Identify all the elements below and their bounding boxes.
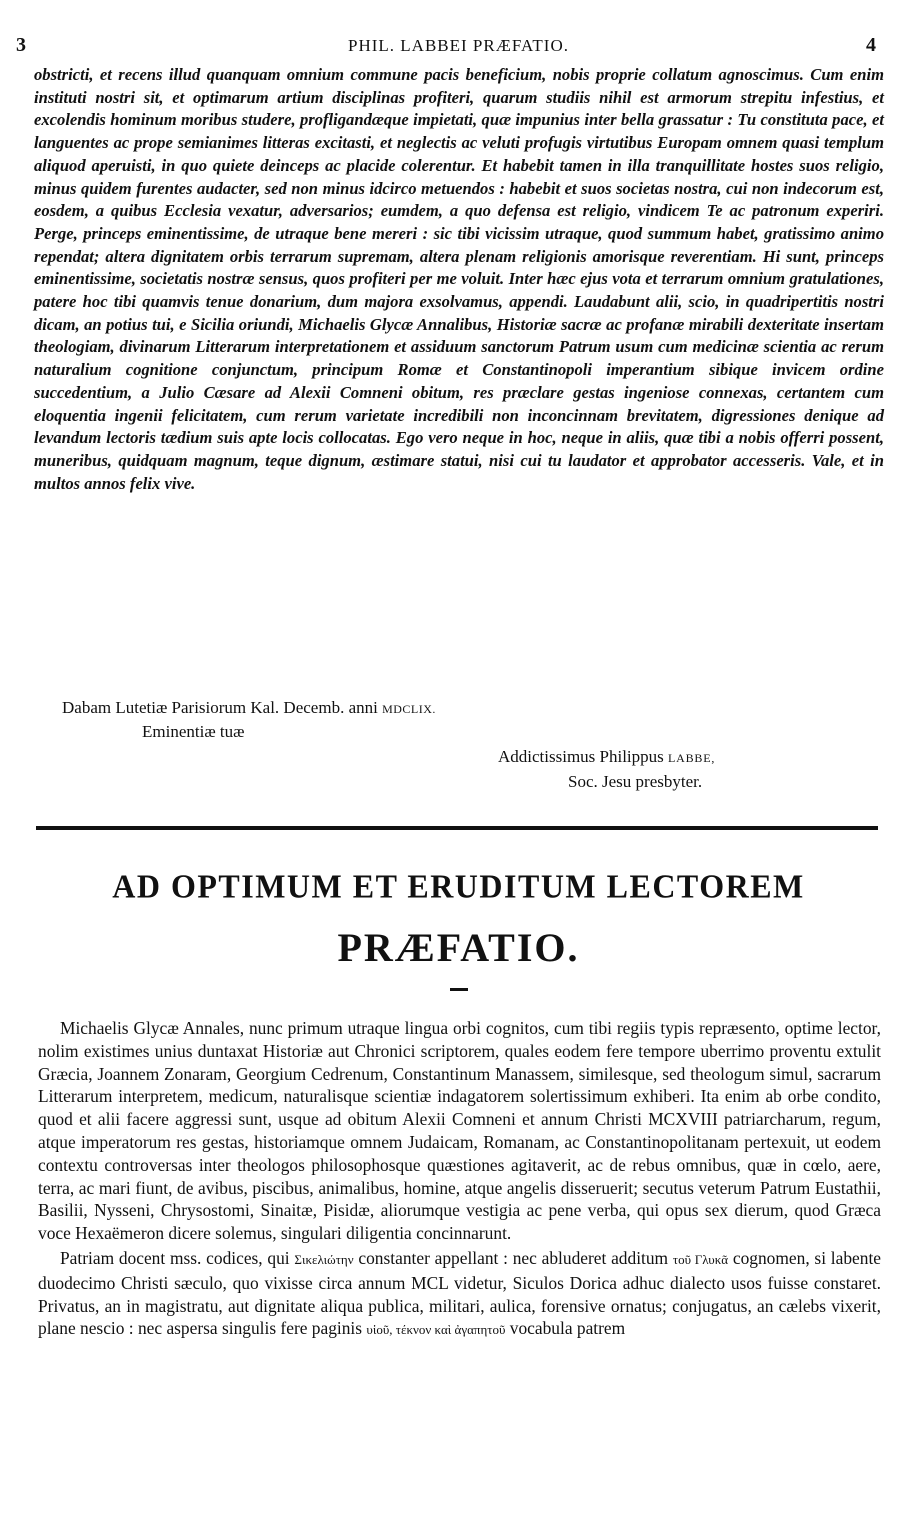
- preface-body: [38, 1017, 881, 1342]
- paragraph-2: [38, 1247, 881, 1342]
- paragraph-2-part-a: Patriam docent mss. codices, qui: [60, 1247, 290, 1268]
- section-heading: AD OPTIMUM ET ERUDITUM LECTOREM: [112, 867, 805, 905]
- running-title: PHIL. LABBEI PRÆFATIO.: [348, 36, 569, 55]
- greek-word-glyca: τοῦ Γλυκᾶ: [672, 1251, 729, 1267]
- page-number-right: 4: [866, 34, 876, 56]
- date-year: MDCLIX.: [382, 702, 436, 716]
- dedication-text: obstricti, et recens illud quanquam omnium commune pacis beneficium, nobis proprie collatum agnoscimus. Cum enim instituti nostri sit, et optimarum artium disciplinas profiteri, quarum studiis nihil est armorum strepitu infestius, et excolendis hominum moribus studere, profligandæque impietati, quæ impunius inter bella grassatur : Tu constituta pace, et languentes ac prope semianimes litteras excitasti, et neglectis ac veluti profugis virtutibus Europam omnem quasi templum aliquod aperuisti, in quo quiete deinceps ac placide colerentur. Et habebit tamen in illa tranquillitate hostes suos religio, minus quidem furentes audacter, sed non minus idcirco metuendos : habebit et suos societas nostra, cui non indecorum est, eosdem, a quibus Ecclesia vexatur, adversarios; eumdem, a quo defensa est religio, vindicem Te ac patronum experiri. Perge, princeps eminentissime, de utraque bene mereri : sic tibi vicissim utraque, quod summum habet, gratissimo animo rependat; altera dignitatem orbis terrarum supremam, altera plenam religionis amorisque reverentiam. Hi sunt, princeps eminentissime, societatis nostræ sensus, quos profiteri per me voluit. Inter hæc ejus vota et terrarum omnium gratulationes, patere hoc tibi quamvis tenue donarium, dum majora exsolvamus, appendi. Laudabunt alii, scio, in quadripertitis nostri dicam, an potius tui, e Sicilia oriundi, Michaelis Glycæ Annalibus, Historiæ sacræ ac profanæ mirabili dexteritate insertam theologiam, divinarum Litterarum interpretationem et assiduum sanctorum Patrum usum cum medicinæ scientia ac rerum naturalium cognitione conjunctum, principum Romæ et Constantinopoli imperantium sibique invicem ordine succedentium, a Julio Cæsare ad Alexii Comneni obitum, res præclare gestas ingeniose connexas, certantem cum eloquentia ingenii felicitatem, cum rerum varietate incredibili non inconcinnam brevitatem, digressiones denique ad levandum lectoris tædium suis apte locis collocatas. Ego vero neque in hoc, neque in aliis, quæ tibi a nobis offerri possent, muneribus, quidquam magnum, teque dignum, æstimare statui, nisi cui tu laudator et approbator accesseris. Vale, et in multos annos felix vive.: [34, 65, 884, 493]
- paragraph-2-part-c: cognomen, si labente duodecimo Christi sæculo, quo vixisse circa annum MCL videtur, Siculos Dorica adhuc dialecto usos fuisse constaret. Privatus, an in magistratu, aut dignitate aliqua publica, militari, aulica, forensive ornatus; conjugatus, an cælebs vixerit, plane nescio : nec aspersa singulis fere paginis: [38, 1247, 882, 1339]
- section-title: PRÆFATIO.: [337, 925, 580, 970]
- running-head: [0, 34, 917, 58]
- signature-line: Addictissimus Philippus: [498, 747, 664, 766]
- signature-block: [498, 745, 715, 793]
- signature-name: LABBE,: [668, 751, 716, 765]
- date-line: [62, 697, 436, 720]
- paragraph-1: Michaelis Glycæ Annales, nunc primum utraque lingua orbi cognitos, cum tibi regiis typis repræsento, optime lector, nolim existimes unius duntaxat Historiæ aut Chronici scriptorem, quales eodem fere tempore uberrimo proventu extulit Græcia, Joannem Zonaram, Georgium Cedrenum, Constantinum Manassem, similesque, sed theologum simul, sacrarum Litterarum interpretem, medicum, naturalisque scientiæ indagatorem solertissimum exhiberi. Ita enim ab orbe condito, quod et alii facere aggressi sunt, usque ad obitum Alexii Comneni et annum Christi MCXVIII patriarcharum, regum, atque imperatorum res gestas, historiamque omnem Judaicam, Romanam, ac Constantinopolitanam pertexuit, ut eodem contextu controversas inter theologos philosophosque quæstiones agitaverit, ac de rebus omnibus, quæ in cœlo, aere, terra, ac mari fiunt, de avibus, piscibus, animalibus, homine, atque angelis disseruerit; secutus veterum Patrum Eustathii, Basilii, Nysseni, Chrysostomi, Sinaitæ, Pisidæ, aliorumque vestigia ac pene verba, qui opus sex dierum, quod Græca voce Hexaëmeron dicere solemus, singulari diligentia concinnarunt.: [38, 1018, 881, 1244]
- paragraph-2-part-b: constanter appellant : nec abluderet additum: [358, 1247, 669, 1268]
- paragraph-2-part-d: vocabula patrem: [509, 1318, 626, 1339]
- date-line-text: Dabam Lutetiæ Parisiorum Kal. Decemb. anni: [62, 698, 378, 717]
- page-number-left: 3: [16, 34, 26, 56]
- greek-word-sikeliotes: Σικελιώτην: [294, 1251, 354, 1267]
- section-divider: [36, 826, 878, 830]
- signature-role: Soc. Jesu presbyter.: [568, 772, 703, 791]
- title-ornament-rule: [450, 988, 468, 991]
- greek-words-filii: υἱοῦ, τέκνον καὶ ἀγαπητοῦ: [366, 1322, 506, 1338]
- salutation: Eminentiæ tuæ: [142, 722, 245, 741]
